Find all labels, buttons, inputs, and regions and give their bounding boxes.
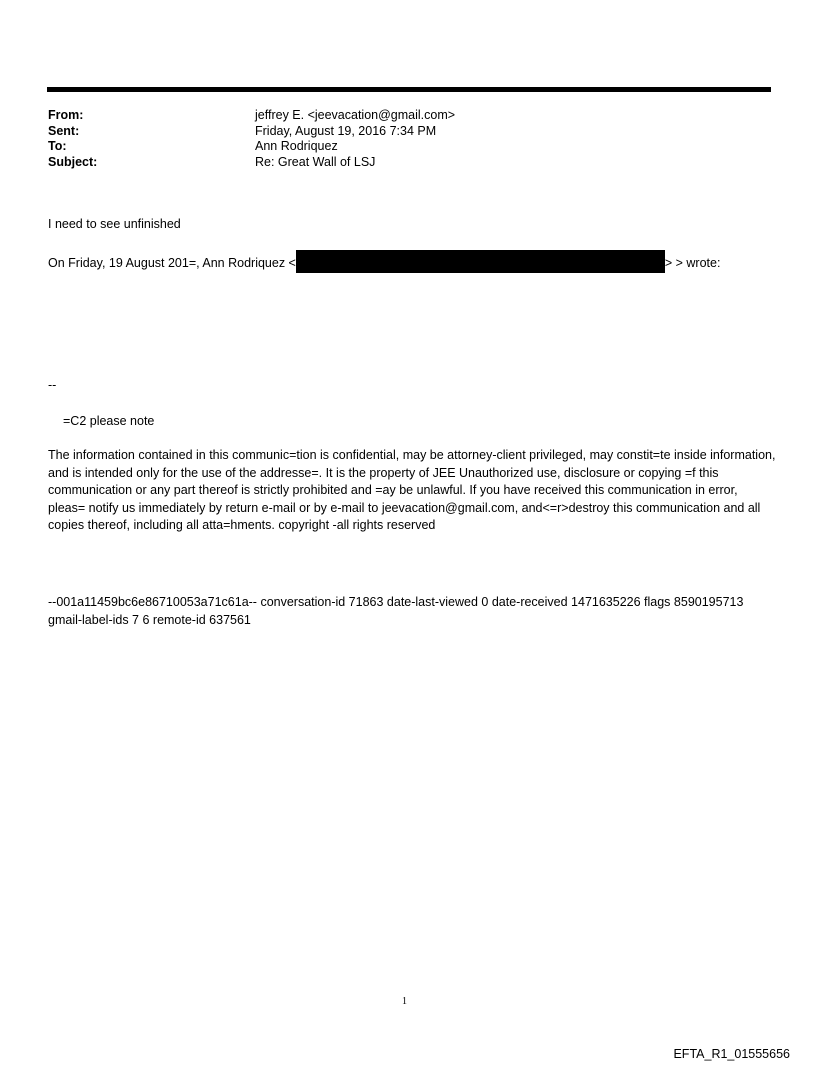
email-header bbox=[48, 108, 455, 170]
header-divider bbox=[47, 87, 771, 92]
quote-suffix: > > wrote: bbox=[664, 255, 721, 270]
bates-number: EFTA_R1_01555656 bbox=[673, 1047, 790, 1061]
note-line: =C2 please note bbox=[63, 414, 155, 428]
sent-row bbox=[48, 124, 455, 140]
signature-separator: -- bbox=[48, 378, 57, 392]
message-metadata: --001a11459bc6e86710053a71c61a-- conversation-id 71863 date-last-viewed 0 date-received 1471635226 flags 8590195713 gmail-label-ids 7 6 remote-id 637561 bbox=[48, 595, 744, 627]
to-label: To: bbox=[48, 139, 67, 153]
redaction-block bbox=[296, 250, 665, 273]
to-row bbox=[48, 139, 455, 155]
subject-row bbox=[48, 155, 455, 171]
confidentiality-disclaimer: The information contained in this communic=tion is confidential, may be attorney-client privileged, may constit=te inside information, and is intended only for the use of the addresse=. It is the property of JEE Unauthorized use, disclosure or copying =f this communication or any part thereof is strictly prohibited and =ay be unlawful. If you have received this communication in error, pleas= notify us immediately by return e-mail or by e-mail to jeevacation@gmail.com, and<=r>destroy this communication and all copies thereof, including all atta=hments. copyright -all rights reserved bbox=[48, 448, 776, 532]
from-label: From: bbox=[48, 108, 84, 122]
sent-value: Friday, August 19, 2016 7:34 PM bbox=[255, 123, 437, 138]
from-value: jeffrey E. <jeevacation@gmail.com> bbox=[255, 108, 456, 122]
subject-label: Subject: bbox=[48, 154, 98, 169]
quote-header bbox=[48, 254, 720, 273]
from-row bbox=[48, 108, 455, 124]
message-line: I need to see unfinished bbox=[48, 217, 181, 231]
page-number: 1 bbox=[402, 996, 407, 1007]
subject-value: Re: Great Wall of LSJ bbox=[255, 154, 376, 169]
sent-label: Sent: bbox=[48, 123, 80, 138]
to-value: Ann Rodriquez bbox=[255, 139, 338, 153]
quote-prefix: On Friday, 19 August 201=, Ann Rodriquez < bbox=[48, 255, 296, 270]
